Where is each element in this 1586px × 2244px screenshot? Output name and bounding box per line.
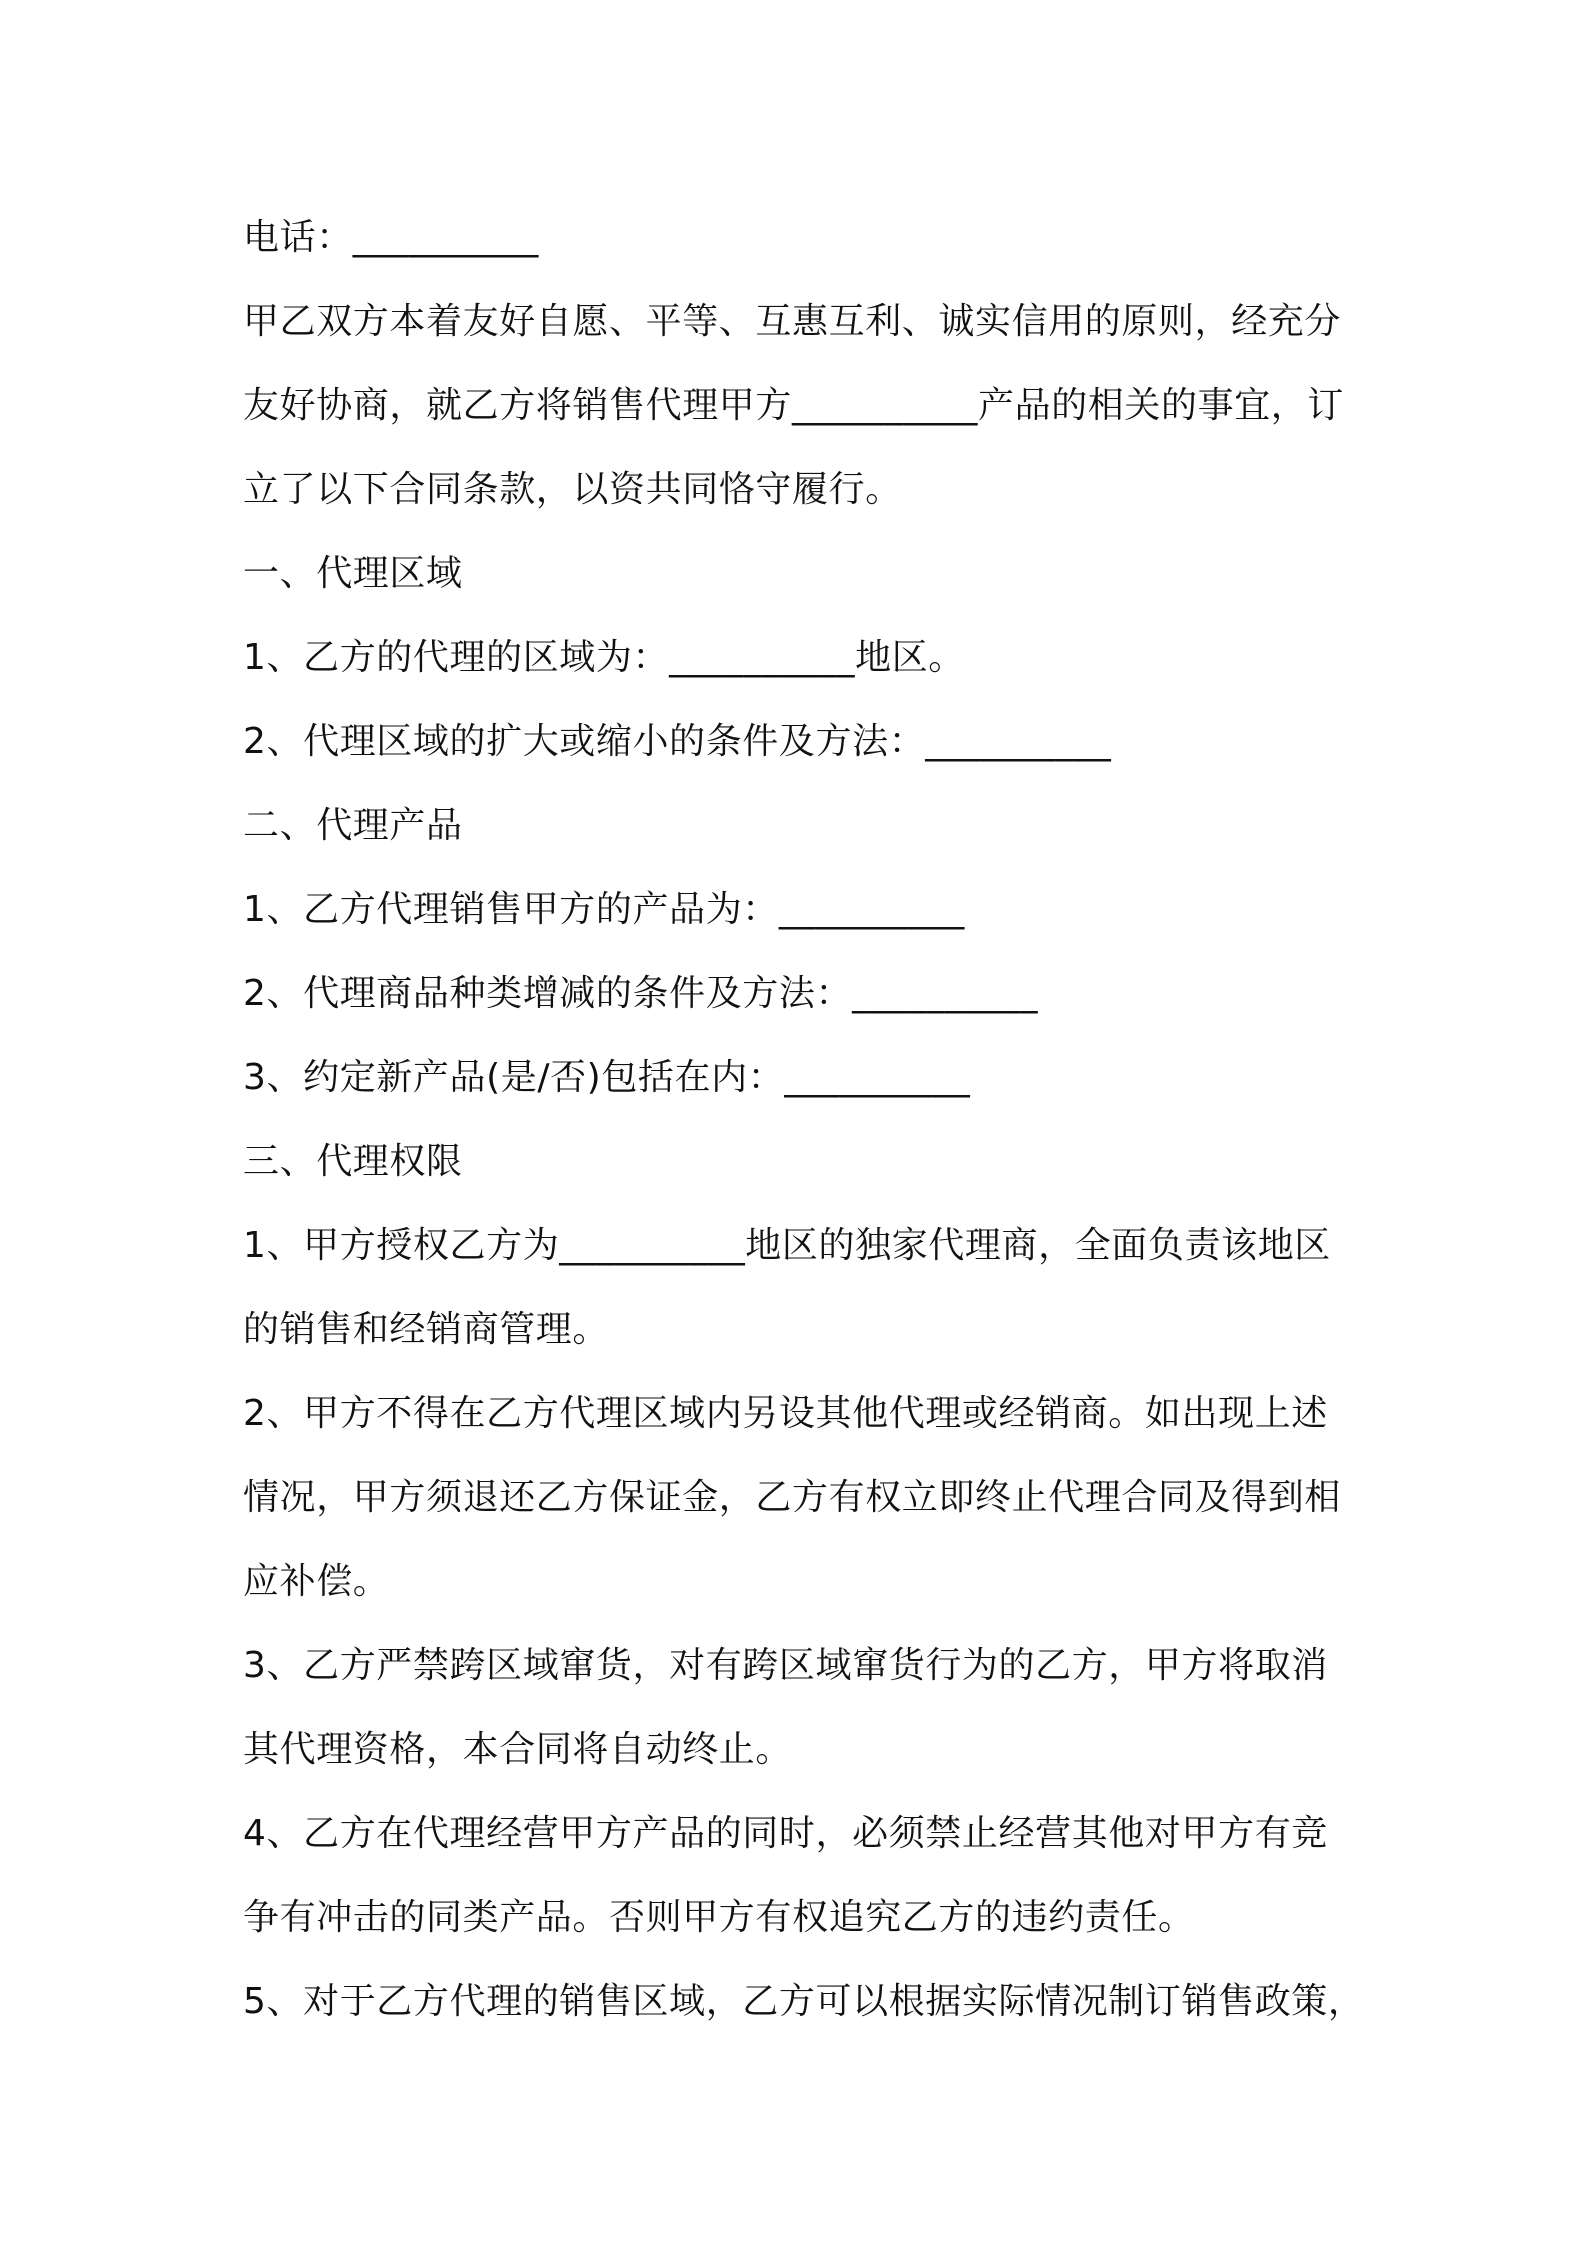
clause-1-2: 2、代理区域的扩大或缩小的条件及方法：__________ bbox=[243, 721, 1112, 762]
section-heading-agency-products: 二、代理产品 bbox=[243, 805, 463, 846]
preamble-line-3: 立了以下合同条款，以资共同恪守履行。 bbox=[243, 469, 902, 510]
preamble-line-1: 甲乙双方本着友好自愿、平等、互惠互利、诚实信用的原则，经充分 bbox=[243, 301, 1342, 342]
clause-3-3-line-1: 3、乙方严禁跨区域窜货，对有跨区域窜货行为的乙方，甲方将取消 bbox=[243, 1645, 1328, 1686]
section-heading-agency-authority: 三、代理权限 bbox=[243, 1141, 463, 1182]
clause-3-5-line-1: 5、对于乙方代理的销售区域，乙方可以根据实际情况制订销售政策， bbox=[243, 1981, 1365, 2022]
clause-3-4-line-1: 4、乙方在代理经营甲方产品的同时，必须禁止经营其他对甲方有竞 bbox=[243, 1813, 1328, 1854]
preamble-line-2: 友好协商，就乙方将销售代理甲方__________产品的相关的事宜，订 bbox=[243, 385, 1344, 426]
clause-3-2-line-3: 应补偿。 bbox=[243, 1561, 390, 1602]
clause-2-1: 1、乙方代理销售甲方的产品为：__________ bbox=[243, 889, 965, 930]
clause-3-2-line-2: 情况，甲方须退还乙方保证金，乙方有权立即终止代理合同及得到相 bbox=[243, 1477, 1342, 1518]
clause-3-3-line-2: 其代理资格，本合同将自动终止。 bbox=[243, 1729, 793, 1770]
clause-3-2-line-1: 2、甲方不得在乙方代理区域内另设其他代理或经销商。如出现上述 bbox=[243, 1393, 1328, 1434]
clause-2-3: 3、约定新产品(是/否)包括在内：__________ bbox=[243, 1057, 971, 1098]
clause-2-2: 2、代理商品种类增减的条件及方法：__________ bbox=[243, 973, 1039, 1014]
clause-3-1-line-1: 1、甲方授权乙方为__________地区的独家代理商，全面负责该地区 bbox=[243, 1225, 1331, 1266]
clause-1-1: 1、乙方的代理的区域为：__________地区。 bbox=[243, 637, 965, 678]
phone-line: 电话：__________ bbox=[243, 217, 539, 258]
clause-3-1-line-2: 的销售和经销商管理。 bbox=[243, 1309, 610, 1350]
clause-3-4-line-2: 争有冲击的同类产品。否则甲方有权追究乙方的违约责任。 bbox=[243, 1897, 1195, 1938]
section-heading-agency-area: 一、代理区域 bbox=[243, 553, 463, 594]
document-body bbox=[243, 196, 1365, 2044]
